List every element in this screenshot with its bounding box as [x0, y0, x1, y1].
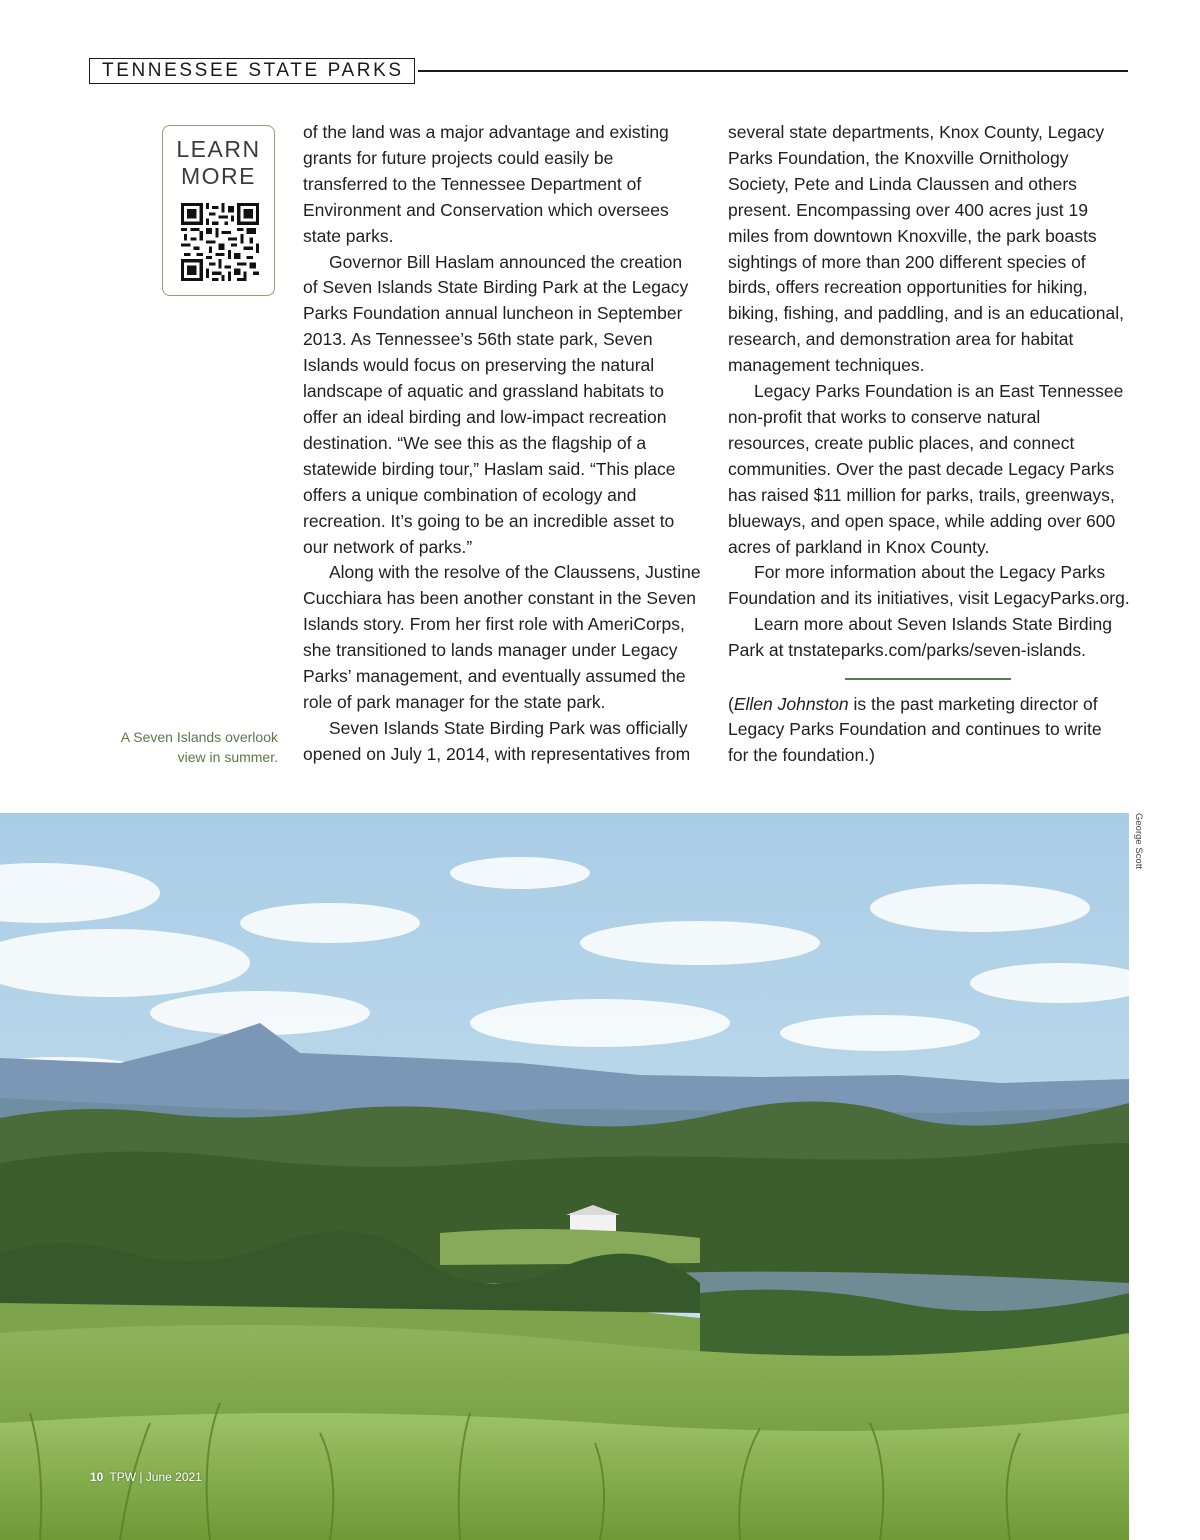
author-bio-line — [728, 692, 1140, 718]
body-line: Parks’ management, and eventually assumed the — [303, 666, 686, 687]
body-line: opened on July 1, 2014, with representatives from — [303, 743, 691, 764]
body-line: Legacy Parks Foundation is an East Tennessee — [754, 381, 1124, 402]
body-line: Along with the resolve of the Claussens, Justine — [329, 562, 701, 583]
body-line: recreation. It’s going to be an incredible asset to — [303, 510, 675, 531]
body-line: Parks Foundation annual luncheon in September — [303, 303, 683, 324]
body-line: Learn more about Seven Islands State Birding — [754, 614, 1112, 635]
author-bio-line: Legacy Parks Foundation and continues to write — [728, 719, 1102, 740]
body-line: acres of parkland in Knox County. — [728, 536, 990, 557]
body-line: Islands would focus on preserving the natural — [303, 355, 655, 376]
landscape-photo — [0, 813, 1129, 1540]
bio-text: is the past marketing director of — [848, 693, 1098, 714]
photo-credit: George Scott — [1133, 813, 1144, 869]
body-line: role of park manager for the state park. — [303, 691, 606, 712]
body-line: research, and demonstration area for habitat — [728, 329, 1074, 350]
learn-more-line1: LEARN — [176, 136, 261, 162]
body-line: of the land was a major advantage and existing — [303, 122, 669, 142]
body-line: state parks. — [303, 225, 394, 246]
issue-label: TPW | June 2021 — [109, 1470, 202, 1484]
qr-code-icon[interactable] — [181, 203, 259, 281]
author-name: Ellen Johnston — [733, 693, 849, 714]
landscape-illustration — [0, 813, 1129, 1540]
bio-open-paren: ( — [728, 693, 734, 714]
body-line: several state departments, Knox County, Legacy — [728, 122, 1105, 142]
section-header — [89, 58, 1128, 84]
body-line[interactable]: Park at tnstateparks.com/parks/seven-islands. — [728, 640, 1086, 661]
body-line: biking, fishing, and paddling, and is an educational, — [728, 303, 1124, 324]
article-column-2 — [728, 120, 1140, 769]
body-line: birds, offers recreation opportunities for hiking, — [728, 277, 1088, 298]
bio-divider — [845, 678, 1011, 680]
body-line: our network of parks.” — [303, 536, 473, 557]
body-line: present. Encompassing over 400 acres just 19 — [728, 199, 1088, 220]
body-line: Environment and Conservation which oversees — [303, 199, 669, 220]
body-line: she transitioned to lands manager under Legacy — [303, 640, 678, 661]
body-line: resources, create public places, and connect — [728, 432, 1075, 453]
caption-line: A Seven Islands overlook — [120, 729, 278, 745]
body-line: Seven Islands State Birding Park was officially — [329, 717, 688, 738]
page-number: 10 — [90, 1470, 104, 1484]
body-line: grants for future projects could easily be — [303, 147, 614, 168]
photo-caption — [100, 727, 278, 767]
body-line: transferred to the Tennessee Department of — [303, 173, 642, 194]
header-rule — [418, 70, 1128, 72]
body-line: management techniques. — [728, 355, 925, 376]
body-line: Islands story. From her first role with AmeriCorps, — [303, 614, 685, 635]
body-line: For more information about the Legacy Parks — [754, 562, 1106, 583]
body-line: sightings of more than 200 different species of — [728, 251, 1086, 272]
body-line: Governor Bill Haslam announced the creation — [329, 251, 683, 272]
body-line: 2013. As Tennessee’s 56th state park, Seven — [303, 329, 653, 350]
body-line: Parks Foundation, the Knoxville Ornithology — [728, 147, 1069, 168]
learn-more-line2: MORE — [181, 163, 256, 189]
page-folio — [90, 1470, 202, 1484]
body-line: non-profit that works to conserve natural — [728, 406, 1041, 427]
author-bio-line: for the foundation.) — [728, 745, 875, 766]
body-line: offer an ideal birding and low-impact recreation — [303, 406, 667, 427]
body-line: has raised $11 million for parks, trails, greenways, — [728, 484, 1115, 505]
body-line: landscape of aquatic and grassland habitats to — [303, 381, 664, 402]
learn-more-label — [163, 136, 274, 190]
body-line: statewide birding tour,” Haslam said. “This place — [303, 458, 676, 479]
article-column-1 — [303, 120, 713, 768]
body-line[interactable]: Foundation and its initiatives, visit LegacyParks.org. — [728, 588, 1130, 609]
body-line: blueways, and open space, while adding over 600 — [728, 510, 1116, 531]
learn-more-box[interactable] — [162, 125, 275, 296]
body-line: communities. Over the past decade Legacy Parks — [728, 458, 1115, 479]
section-title: TENNESSEE STATE PARKS — [89, 58, 415, 84]
body-line: miles from downtown Knoxville, the park boasts — [728, 225, 1097, 246]
caption-line: view in summer. — [177, 749, 278, 765]
body-line: of Seven Islands State Birding Park at the Legacy — [303, 277, 689, 298]
body-line: Society, Pete and Linda Claussen and others — [728, 173, 1077, 194]
body-line: offers a unique combination of ecology and — [303, 484, 637, 505]
body-line: Cucchiara has been another constant in the Seven — [303, 588, 697, 609]
body-line: destination. “We see this as the flagship of a — [303, 432, 647, 453]
